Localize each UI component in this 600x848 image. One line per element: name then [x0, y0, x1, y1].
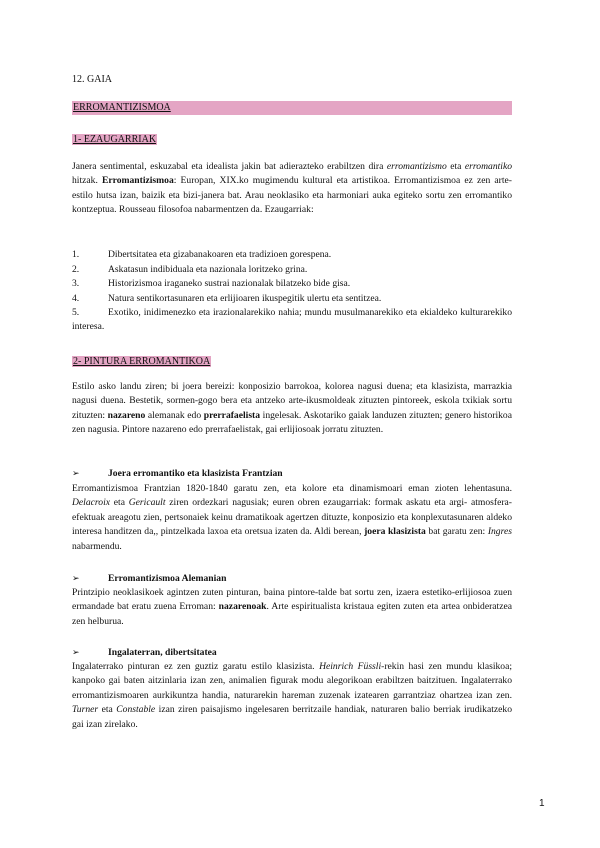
body-text: bat garatu zen:	[425, 526, 488, 538]
list-text: Exotiko, inidimenezko eta irazionalarekiko nahia; mundu musulmanarekiko eta ekialdeko kulturarekiko interesa.	[72, 307, 512, 333]
list-number: 4.	[72, 293, 80, 304]
body-text: . Arte espiritualista kristaua egiten zuten eta artea onbideratzea zen helburua.	[72, 601, 512, 627]
list-number: 5.	[72, 307, 80, 318]
intro-keyword: nazareno	[107, 409, 146, 421]
unit-title: 12. GAIA	[72, 74, 112, 85]
arrow-bullet-icon: ➢	[72, 469, 80, 479]
intro-text: : Europan, XIX.ko mugimendu kultural eta artistikoa. Erromantizismoa ez zen arte-estilo hutsa izan, baizik eta bizi-janera bat. Arau neoklasiko eta harmoniari auka egiteko sortu zen erromantiko kontzeptua. Rousseau filosofoa nabarmentzen da. Ezaugarriak:	[72, 175, 512, 216]
section2-heading-wrap	[72, 351, 211, 369]
subsection-title-france: Joera erromantiko eta klasizista Frantzian	[108, 468, 283, 479]
list-text: Dibertsitatea eta gizabanakoaren eta tradizioen gorespena.	[108, 249, 332, 260]
intro-text: Janera sentimental, eskuzabal eta idealista jakin bat adierazteko erabiltzen dira	[72, 161, 387, 172]
section1-heading-wrap	[72, 129, 157, 147]
intro-text: Estilo asko landu ziren; bi joera bereizi: konposizio barrokoa, kolorea nagusi duena; eta klasizista, marrazkia nagusi duena. Bestetik, sormen-gogo bera eta antzeko arte-ikusmoldeak zituzten pintoreek, eskola txikiak sortu zituzten:	[72, 381, 512, 421]
list-number: 3.	[72, 278, 80, 289]
section2-intro	[72, 380, 512, 438]
body-keyword: nazarenoak	[218, 601, 267, 613]
list-number: 2.	[72, 264, 80, 275]
body-name: Constable	[116, 704, 156, 716]
list-number: 1.	[72, 249, 80, 260]
section2-heading: 2- PINTURA ERROMANTIKOA	[73, 356, 211, 367]
body-text: eta	[98, 704, 117, 716]
list-item	[72, 263, 512, 277]
intro-text: hitzak.	[72, 175, 102, 187]
body-name: Heinrich Füssli	[319, 661, 382, 672]
subsection-title-england: Ingalaterran, dibertsitatea	[108, 647, 217, 658]
arrow-bullet-icon: ➢	[72, 574, 80, 584]
list-item	[72, 248, 512, 262]
list-item	[72, 306, 512, 335]
intro-term: erromantizismo	[386, 161, 447, 172]
body-text: izan ziren paisajismo ingelesaren berritzaile handiak, naturaren balio berriak irudikatzeko gai izan zirelako.	[72, 704, 512, 730]
body-name: Turner	[72, 704, 99, 716]
body-name: Ingres	[487, 526, 512, 538]
intro-text: ingelesak. Askotariko gaiak landuzen zituzten; genero historikoa zen nagusia. Pintore nazareno edo prerrafaelistak, gai erlijiosoak jorratu zituzten.	[72, 409, 512, 436]
list-text: Askatasun indibiduala eta nazionala loritzeko grina.	[108, 264, 308, 275]
section1-intro	[72, 160, 512, 218]
arrow-bullet-icon: ➢	[72, 648, 80, 658]
intro-text: eta	[446, 161, 465, 172]
intro-text: alemanak edo	[145, 409, 204, 421]
body-name: Gericault	[128, 497, 166, 509]
list-item	[72, 277, 512, 291]
subsection-body-france	[72, 482, 512, 554]
body-text: -rekin hasi zen mundu klasikoa; kanpoko gai baten aitzinlaria izan zen, animalien figurak modu alegorikoan erabiltzen baitzituen. Ingalaterrako erromantizismoaren aurkikuntza handia, naturarekin hareman zuzenak izatearen garrantziaz ohartzea izan zen.	[72, 661, 513, 701]
body-text: ziren ordezkari nagusiak; euren obren ezaugarriak: formak askatu eta argi- atmosfera-efektuak areagotu zien, pertsonaiek keinu dramatikoak agertzen dituzte, konposizio eta konplexutasunaren aldeko interesa handitzen da,, pintzelkada laxoa eta oretsua izaten da. Aldi berean,	[72, 497, 512, 538]
subsection-body-england	[72, 660, 512, 732]
subsection-title-germany: Erromantizismoa Alemanian	[108, 573, 227, 584]
body-keyword: joera klasizista	[364, 526, 426, 538]
body-text: nabarmendu.	[72, 540, 122, 552]
section1-heading: 1- EZAUGARRIAK	[73, 134, 157, 145]
list-text: Natura sentikortasunaren eta erlijioaren ikuspegitik ulertu eta sentitzea.	[108, 293, 382, 304]
subsection-body-germany	[72, 586, 512, 629]
intro-term: erromantiko	[464, 161, 512, 172]
page-number: 1	[539, 798, 545, 809]
body-text: Ingalaterrako pinturan ez zen guztiz garatu estilo klasizista.	[72, 661, 320, 672]
body-name: Delacroix	[72, 497, 111, 509]
list-item	[72, 292, 512, 306]
list-text: Historizismoa iraganeko sustrai nazionalak bilatzeko bide gisa.	[108, 278, 351, 289]
intro-keyword: prerrafaelista	[203, 409, 261, 421]
body-text: Printzipio neoklasikoek agintzen zuten pinturan, baina pintore-talde bat sortu zen, izaera estetiko-erlijiosoa zuen ermandade bat eratu zuena Erroman:	[72, 587, 512, 613]
intro-keyword: Erromantizismoa	[101, 175, 174, 187]
body-text: Erromantizismoa Frantzian 1820-1840 garatu zen, eta kolore eta dinamismoari eman zioten lehentasuna.	[72, 483, 512, 494]
body-text: eta	[110, 497, 129, 509]
main-title: ERROMANTIZISMOA	[73, 102, 171, 113]
